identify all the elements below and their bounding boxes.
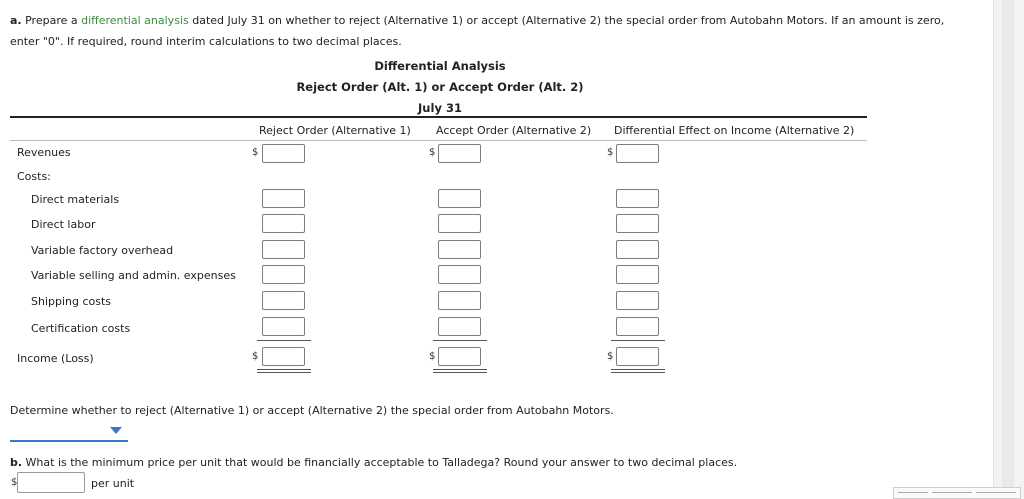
min-price-dollar: $: [11, 477, 18, 488]
certification-costs-accept-input[interactable]: [438, 317, 481, 336]
total-double-rule-differential-2: [611, 372, 665, 373]
decision-dropdown[interactable]: [10, 424, 128, 442]
scrollbar-thumb[interactable]: [1002, 0, 1014, 499]
variable-selling-admin-reject-input[interactable]: [262, 265, 305, 284]
revenues-differential-dollar: $: [607, 147, 614, 158]
revenues-accept-dollar: $: [429, 147, 436, 158]
table-title: Differential Analysis: [374, 59, 506, 73]
direct-labor-differential-input[interactable]: [616, 214, 659, 233]
column-header-accept: Accept Order (Alternative 2): [436, 124, 592, 137]
total-double-rule-reject-1: [257, 369, 311, 370]
row-label-direct-labor: Direct labor: [31, 218, 96, 231]
income-reject-dollar: $: [252, 351, 259, 362]
determine-instruction: Determine whether to reject (Alternative 1) or accept (Alternative 2) the special order from Autobahn Motors.: [10, 404, 614, 417]
certification-costs-reject-input[interactable]: [262, 317, 305, 336]
row-label-costs: Costs:: [17, 170, 51, 183]
row-label-direct-materials: Direct materials: [31, 193, 120, 206]
row-label-variable-selling-admin: Variable selling and admin. expenses: [31, 269, 236, 282]
income-reject-input[interactable]: [262, 347, 305, 366]
shipping-costs-accept-input[interactable]: [438, 291, 481, 310]
table-date: July 31: [418, 101, 462, 115]
revenues-reject-input[interactable]: [262, 144, 305, 163]
subtotal-rule-differential: [611, 340, 665, 341]
total-double-rule-accept-2: [433, 372, 487, 373]
direct-labor-reject-input[interactable]: [262, 214, 305, 233]
page-thumbnail-preview: [893, 487, 1021, 499]
direct-materials-differential-input[interactable]: [616, 189, 659, 208]
revenues-differential-input[interactable]: [616, 144, 659, 163]
total-double-rule-differential-1: [611, 369, 665, 370]
per-unit-label: per unit: [91, 477, 135, 490]
page-scrollbar[interactable]: [993, 0, 1024, 499]
direct-labor-accept-input[interactable]: [438, 214, 481, 233]
revenues-accept-input[interactable]: [438, 144, 481, 163]
variable-factory-overhead-accept-input[interactable]: [438, 240, 481, 259]
table-subtitle: Reject Order (Alt. 1) or Accept Order (Alt. 2): [296, 80, 584, 94]
direct-materials-accept-input[interactable]: [438, 189, 481, 208]
question-b-text: What is the minimum price per unit that would be financially acceptable to Talladega? Round your answer to two decimal places.: [22, 456, 738, 469]
question-a-text-end: dated July 31 on whether to reject (Alternative 1) or accept (Alternative 2) the special order from Autobahn Motors. If an amount is zero, enter "0". If required, round interim calculations to two decimal places.: [10, 14, 945, 48]
row-label-certification-costs: Certification costs: [31, 322, 131, 335]
column-header-rule: [10, 140, 867, 141]
row-label-shipping-costs: Shipping costs: [31, 295, 112, 308]
min-price-input[interactable]: [17, 472, 85, 493]
income-accept-input[interactable]: [438, 347, 481, 366]
income-accept-dollar: $: [429, 351, 436, 362]
variable-selling-admin-differential-input[interactable]: [616, 265, 659, 284]
question-b-label: b.: [10, 456, 23, 469]
shipping-costs-differential-input[interactable]: [616, 291, 659, 310]
subtotal-rule-reject: [257, 340, 311, 341]
row-label-variable-factory-overhead: Variable factory overhead: [31, 244, 174, 257]
shipping-costs-reject-input[interactable]: [262, 291, 305, 310]
column-header-differential: Differential Effect on Income (Alternative 2): [614, 124, 855, 137]
subtotal-rule-accept: [433, 340, 487, 341]
question-a-instructions: [10, 10, 970, 52]
question-a-text-start: Prepare a: [21, 14, 82, 27]
header-rule: [10, 116, 867, 118]
variable-factory-overhead-differential-input[interactable]: [616, 240, 659, 259]
variable-factory-overhead-reject-input[interactable]: [262, 240, 305, 259]
variable-selling-admin-accept-input[interactable]: [438, 265, 481, 284]
revenues-reject-dollar: $: [252, 147, 259, 158]
dropdown-caret-icon: [110, 427, 122, 434]
question-a-label: a.: [10, 14, 22, 27]
total-double-rule-accept-1: [433, 369, 487, 370]
question-b-instructions: [10, 456, 737, 469]
direct-materials-reject-input[interactable]: [262, 189, 305, 208]
certification-costs-differential-input[interactable]: [616, 317, 659, 336]
total-double-rule-reject-2: [257, 372, 311, 373]
row-label-revenues: Revenues: [17, 146, 71, 159]
income-differential-input[interactable]: [616, 347, 659, 366]
income-differential-dollar: $: [607, 351, 614, 362]
differential-analysis-link[interactable]: differential analysis: [81, 14, 189, 27]
column-header-reject: Reject Order (Alternative 1): [259, 124, 411, 137]
row-label-income-loss: Income (Loss): [17, 352, 94, 365]
